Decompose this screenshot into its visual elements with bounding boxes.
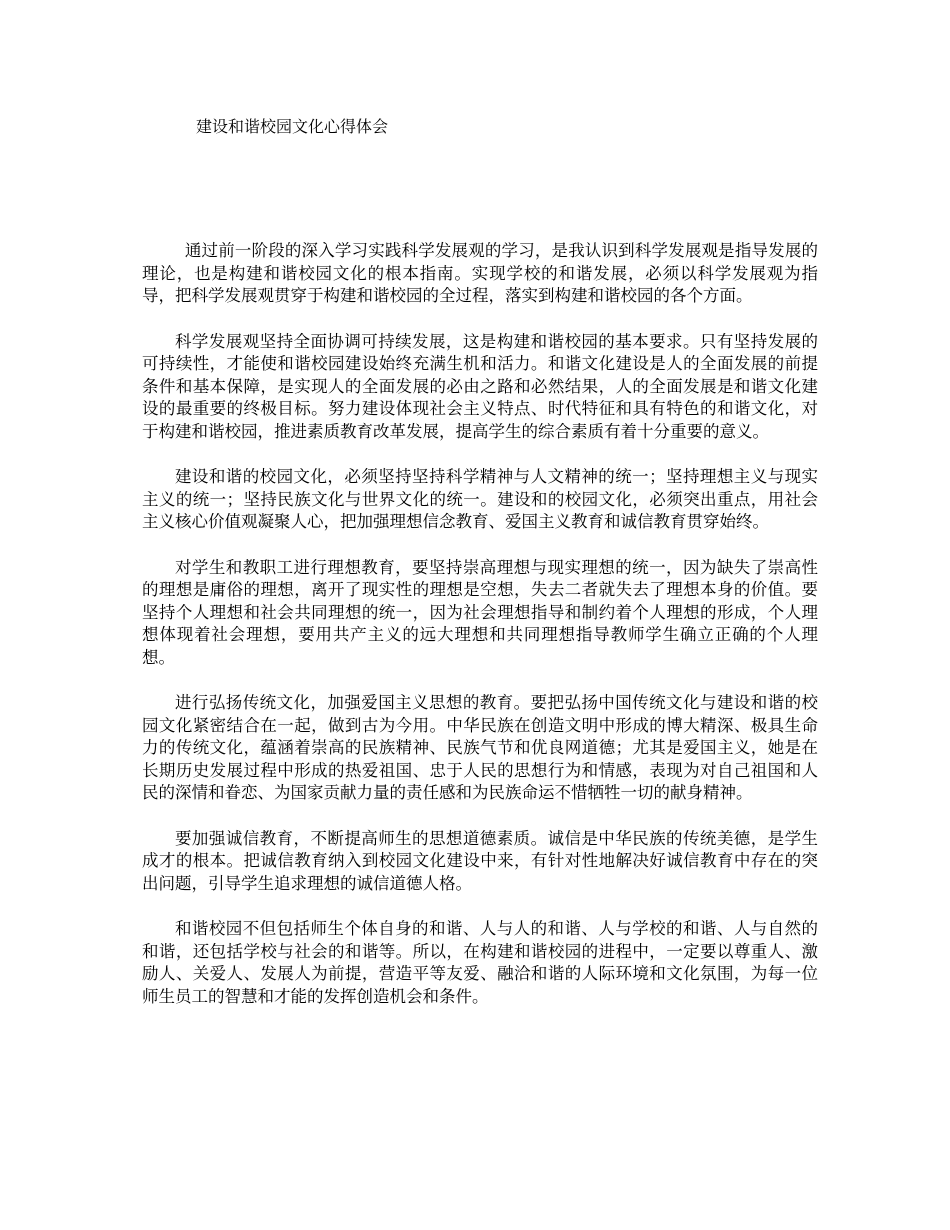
paragraph-7: 和谐校园不但包括师生个体自身的和谐、人与人的和谐、人与学校的和谐、人与自然的和谐，还包括学校与社会的和谐等。所以，在构建和谐校园的进程中，一定要以尊重人、激励人、关爱人、发展人为前提，营造平等友爱、融洽和谐的人际环境和文化氛围，为每一位师生员工的智慧和才能的发挥创造机会和条件。 [142, 919, 818, 1006]
document-body [142, 240, 818, 1031]
paragraph-6: 要加强诚信教育，不断提高师生的思想道德素质。诚信是中华民族的传统美德，是学生成才的根本。把诚信教育纳入到校园文化建设中来，有针对性地解决好诚信教育中存在的突出问题，引导学生追求理想的诚信道德人格。 [142, 828, 818, 893]
document-title: 建设和谐校园文化心得体会 [196, 117, 389, 136]
paragraph-3: 建设和谐的校园文化，必须坚持坚持科学精神与人文精神的统一；坚持理想主义与现实主义的统一；坚持民族文化与世界文化的统一。建设和的校园文化，必须突出重点，用社会主义核心价值观凝聚人心，把加强理想信念教育、爱国主义教育和诚信教育贯穿始终。 [142, 467, 818, 531]
paragraph-4: 对学生和教职工进行理想教育，要坚持崇高理想与现实理想的统一，因为缺失了崇高性的理想是庸俗的理想，离开了现实性的理想是空想，失去二者就失去了理想本身的价值。要坚持个人理想和社会共同理想的统一，因为社会理想指导和制约着个人理想的形成，个人理想体现着社会理想，要用共产主义的远大理想和共同理想指导教师学生确立正确的个人理想。 [142, 557, 818, 667]
paragraph-5: 进行弘扬传统文化，加强爱国主义思想的教育。要把弘扬中国传统文化与建设和谐的校园文化紧密结合在一起，做到古为今用。中华民族在创造文明中形成的博大精深、极具生命力的传统文化，蕴涵着崇高的民族精神、民族气节和优良网道德；尤其是爱国主义，她是在长期历史发展过程中形成的热爱祖国、忠于人民的思想行为和情感，表现为对自己祖国和人民的深情和眷恋、为国家贡献力量的责任感和为民族命运不惜牺牲一切的献身精神。 [142, 693, 818, 802]
paragraph-1: 通过前一阶段的深入学习实践科学发展观的学习，是我认识到科学发展观是指导发展的理论，也是构建和谐校园文化的根本指南。实现学校的和谐发展，必须以科学发展观为指导，把科学发展观贯穿于构建和谐校园的全过程，落实到构建和谐校园的各个方面。 [142, 241, 818, 305]
paragraph-2: 科学发展观坚持全面协调可持续发展，这是构建和谐校园的基本要求。只有坚持发展的可持续性，才能使和谐校园建设始终充满生机和活力。和谐文化建设是人的全面发展的前提条件和基本保障，是实现人的全面发展的必由之路和必然结果，人的全面发展是和谐文化建设的最重要的终极目标。努力建设体现社会主义特点、时代特征和具有特色的和谐文化，对于构建和谐校园，推进素质教育改革发展，提高学生的综合素质有着十分重要的意义。 [142, 331, 818, 441]
